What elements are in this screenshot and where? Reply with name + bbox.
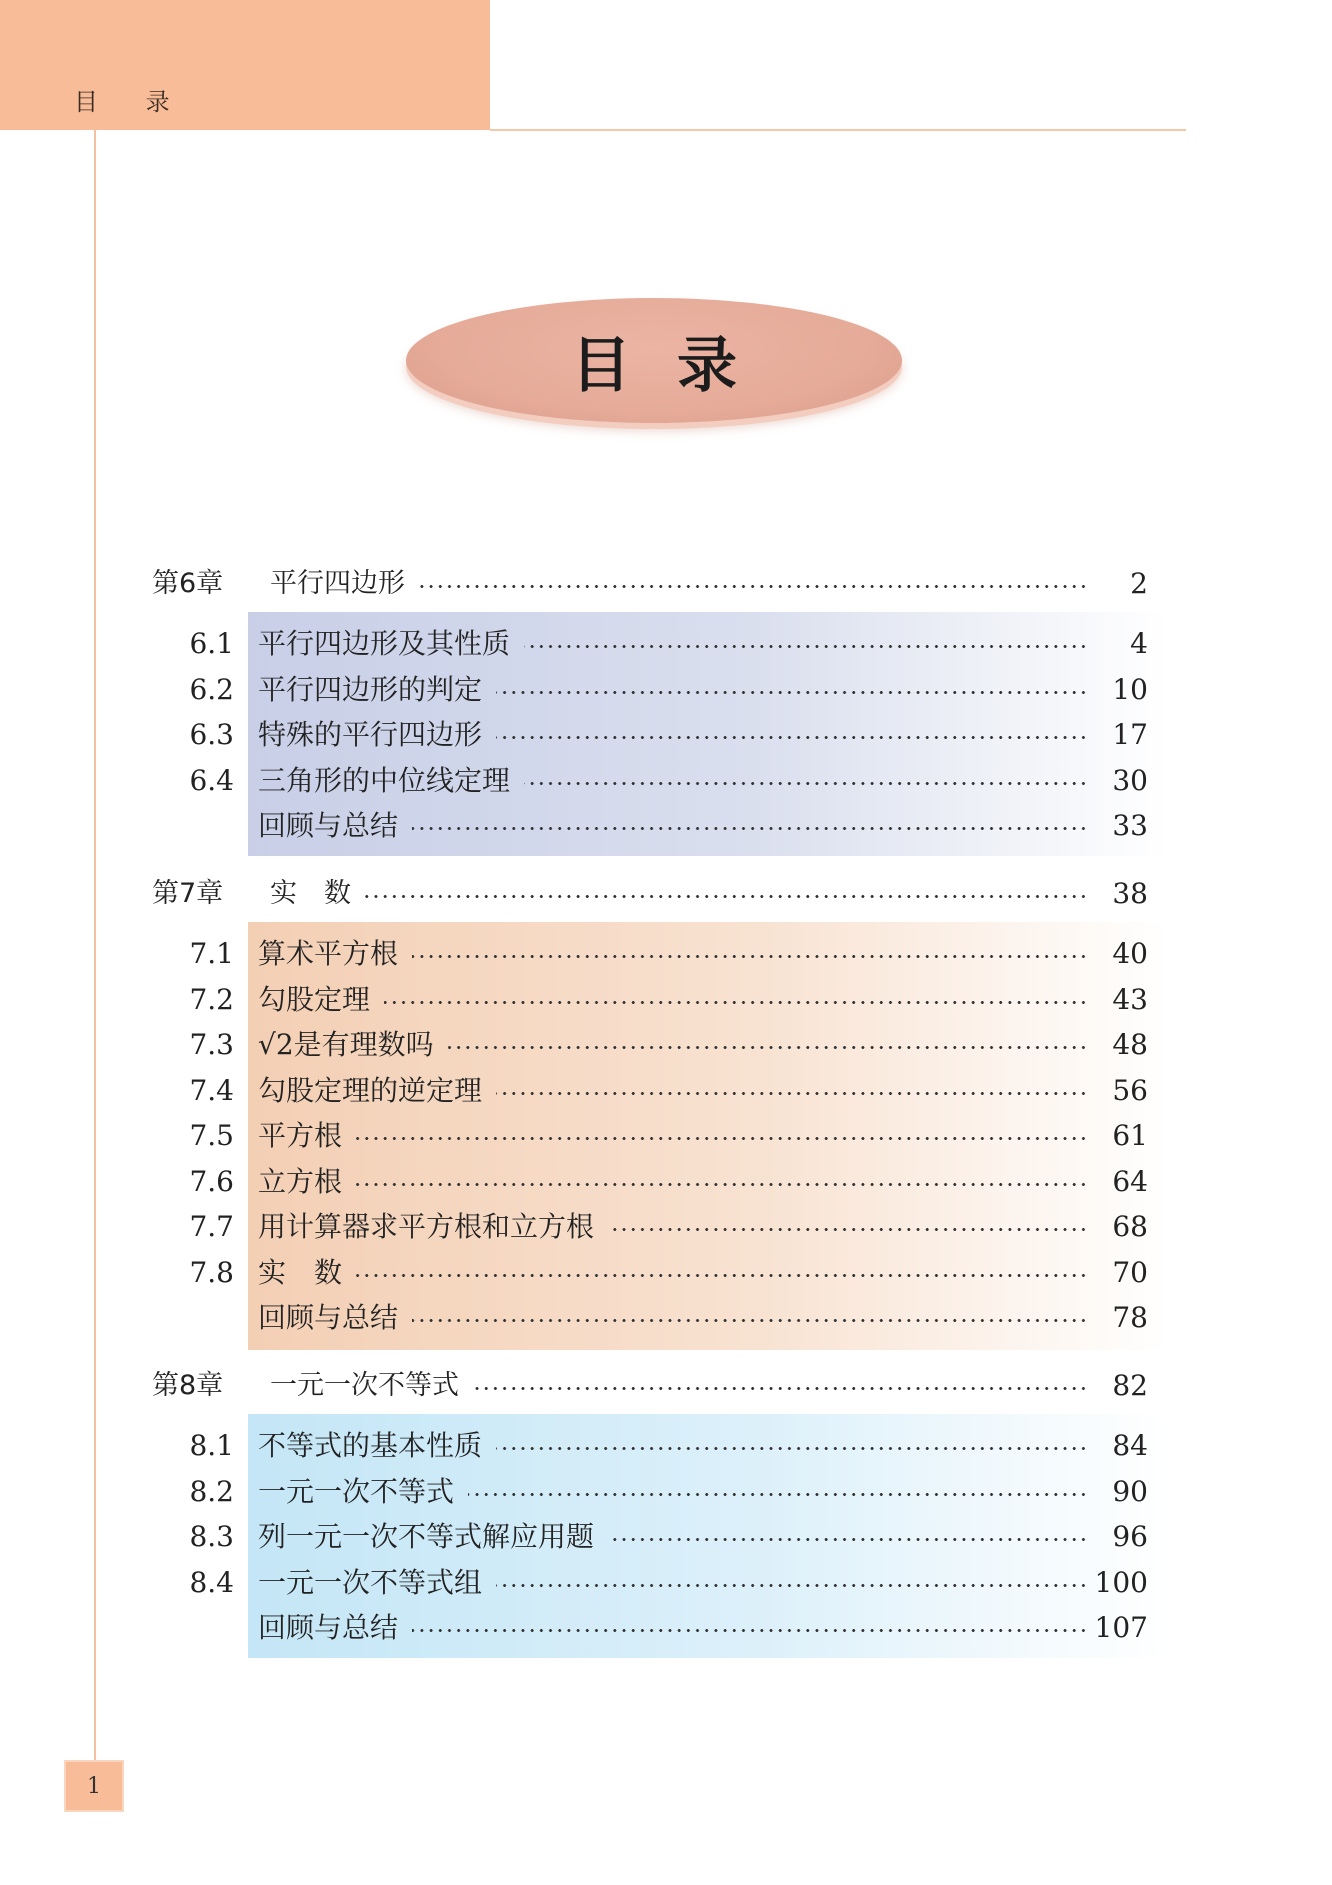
dot-leader — [365, 874, 1088, 914]
chapter-row-8[interactable] — [0, 1366, 1332, 1406]
page-number-ref: 33 — [1112, 809, 1148, 842]
section-number: 7.7 — [189, 1210, 234, 1243]
dot-leader — [412, 1298, 1088, 1338]
page-title: 目录 — [571, 330, 783, 401]
page-number-ref: 56 — [1112, 1074, 1148, 1107]
page-number-ref: 4 — [1130, 627, 1148, 660]
dot-leader — [608, 1517, 1088, 1557]
chapter-label: 第7章 — [152, 878, 224, 909]
dot-leader — [496, 1071, 1088, 1111]
page-number-ref: 82 — [1112, 1369, 1148, 1402]
page-number-ref: 107 — [1094, 1611, 1148, 1644]
section-title: 实 数 — [258, 1256, 343, 1289]
section-number: 6.2 — [189, 673, 234, 706]
section-number: 7.3 — [189, 1028, 234, 1061]
section-title: 平方根 — [258, 1119, 343, 1152]
section-title: 回顾与总结 — [258, 809, 399, 842]
page-number-ref: 48 — [1112, 1028, 1148, 1061]
chapter-title: 平行四边形 — [270, 568, 405, 599]
page-number-ref: 40 — [1112, 937, 1148, 970]
page-number-ref: 64 — [1112, 1165, 1148, 1198]
section-title: 一元一次不等式组 — [258, 1566, 483, 1599]
dot-leader — [496, 1563, 1088, 1603]
dot-leader — [356, 1253, 1088, 1293]
section-row-7-8[interactable] — [0, 1253, 1332, 1293]
section-row-7-2[interactable] — [0, 980, 1332, 1020]
page-number-ref: 10 — [1112, 673, 1148, 706]
chapter-row-6[interactable] — [0, 564, 1332, 604]
dot-leader — [356, 1116, 1088, 1156]
section-title: 立方根 — [258, 1165, 343, 1198]
section-title: 勾股定理 — [258, 983, 371, 1016]
page-number-ref: 38 — [1112, 877, 1148, 910]
dot-leader — [468, 1472, 1088, 1512]
section-row-8-5[interactable] — [0, 1608, 1332, 1648]
dot-leader — [496, 670, 1088, 710]
page-number-ref: 84 — [1112, 1429, 1148, 1462]
section-number: 8.3 — [189, 1520, 234, 1553]
page-number-ref: 70 — [1112, 1256, 1148, 1289]
section-title: 列一元一次不等式解应用题 — [258, 1520, 595, 1553]
chapter-label: 第6章 — [152, 568, 224, 599]
section-title: 回顾与总结 — [258, 1301, 399, 1334]
section-number: 7.4 — [189, 1074, 234, 1107]
section-number: 6.1 — [189, 627, 234, 660]
section-row-7-4[interactable] — [0, 1071, 1332, 1111]
section-title: 回顾与总结 — [258, 1611, 399, 1644]
dot-leader — [384, 980, 1088, 1020]
section-number: 7.2 — [189, 983, 234, 1016]
dot-leader — [448, 1025, 1088, 1065]
section-row-7-7[interactable] — [0, 1207, 1332, 1247]
header-title: 目 录 — [74, 88, 190, 116]
section-number: 8.1 — [189, 1429, 234, 1462]
section-row-7-5[interactable] — [0, 1116, 1332, 1156]
dot-leader — [412, 1608, 1088, 1648]
page-number-ref: 90 — [1112, 1475, 1148, 1508]
title-oval — [406, 298, 902, 423]
section-number: 6.3 — [189, 718, 234, 751]
header-divider — [490, 129, 1186, 131]
section-row-6-4[interactable] — [0, 761, 1332, 801]
section-row-8-1[interactable] — [0, 1426, 1332, 1466]
section-title: 算术平方根 — [258, 937, 399, 970]
dot-leader — [412, 934, 1088, 974]
section-number: 8.2 — [189, 1475, 234, 1508]
section-row-6-5[interactable] — [0, 806, 1332, 846]
page-number: 1 — [64, 1760, 124, 1812]
page-number-ref: 96 — [1112, 1520, 1148, 1553]
page-number-ref: 43 — [1112, 983, 1148, 1016]
section-number: 7.1 — [189, 937, 234, 970]
section-number: 7.8 — [189, 1256, 234, 1289]
dot-leader — [496, 1426, 1088, 1466]
chapter-row-7[interactable] — [0, 874, 1332, 914]
section-row-6-3[interactable] — [0, 715, 1332, 755]
dot-leader — [608, 1207, 1088, 1247]
dot-leader — [419, 564, 1088, 604]
section-row-7-6[interactable] — [0, 1162, 1332, 1202]
page-number-ref: 17 — [1112, 718, 1148, 751]
dot-leader — [496, 715, 1088, 755]
section-title: 特殊的平行四边形 — [258, 718, 483, 751]
section-title: 平行四边形及其性质 — [258, 627, 511, 660]
section-title: 一元一次不等式 — [258, 1475, 455, 1508]
page-number-ref: 30 — [1112, 764, 1148, 797]
chapter-label: 第8章 — [152, 1370, 224, 1401]
page-number-ref: 2 — [1130, 567, 1148, 600]
page-number-ref: 68 — [1112, 1210, 1148, 1243]
dot-leader — [473, 1366, 1088, 1406]
page-number-ref: 78 — [1112, 1301, 1148, 1334]
section-row-7-9[interactable] — [0, 1298, 1332, 1338]
section-title: 用计算器求平方根和立方根 — [258, 1210, 595, 1243]
dot-leader — [524, 761, 1088, 801]
chapter-title: 一元一次不等式 — [270, 1370, 459, 1401]
section-title: 平行四边形的判定 — [258, 673, 483, 706]
section-number: 7.6 — [189, 1165, 234, 1198]
section-number: 8.4 — [189, 1566, 234, 1599]
section-title: 勾股定理的逆定理 — [258, 1074, 483, 1107]
section-row-7-1[interactable] — [0, 934, 1332, 974]
section-row-7-3[interactable] — [0, 1025, 1332, 1065]
section-title: 不等式的基本性质 — [258, 1429, 483, 1462]
dot-leader — [524, 624, 1088, 664]
dot-leader — [412, 806, 1088, 846]
page-number-ref: 100 — [1094, 1566, 1148, 1599]
section-number: 7.5 — [189, 1119, 234, 1152]
section-title: √2是有理数吗 — [258, 1028, 434, 1061]
section-row-6-2[interactable] — [0, 670, 1332, 710]
dot-leader — [356, 1162, 1088, 1202]
section-title: 三角形的中位线定理 — [258, 764, 511, 797]
chapter-title: 实 数 — [270, 878, 351, 909]
section-number: 6.4 — [189, 764, 234, 797]
section-row-6-1[interactable] — [0, 624, 1332, 664]
section-row-8-3[interactable] — [0, 1517, 1332, 1557]
section-row-8-2[interactable] — [0, 1472, 1332, 1512]
page-number-ref: 61 — [1112, 1119, 1148, 1152]
section-row-8-4[interactable] — [0, 1563, 1332, 1603]
